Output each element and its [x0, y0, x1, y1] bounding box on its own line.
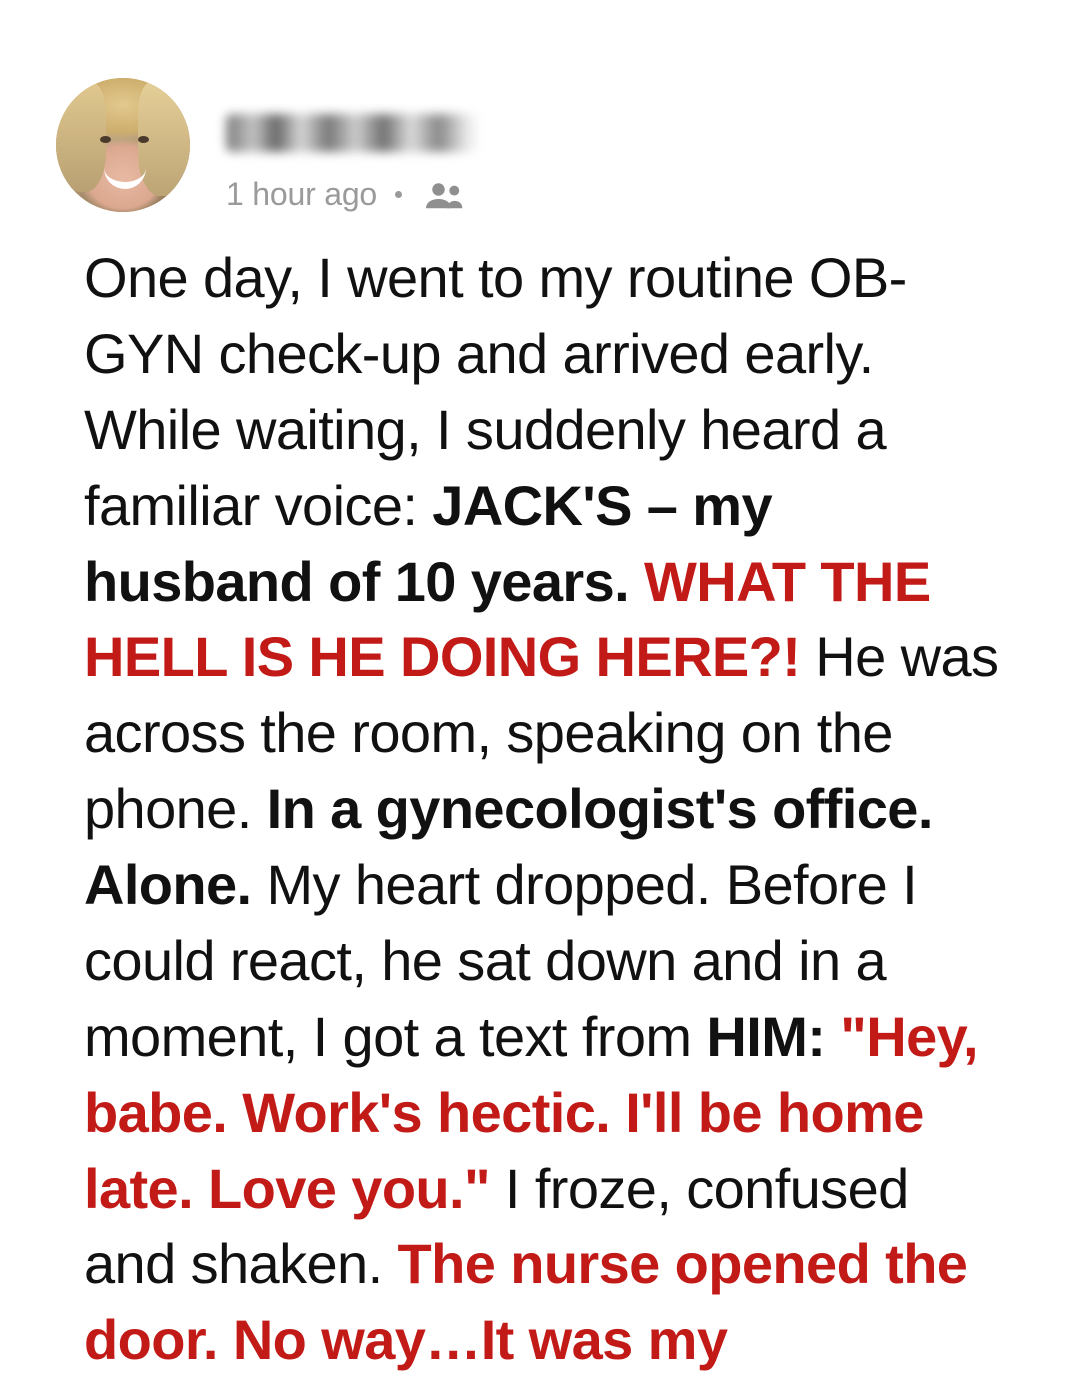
- avatar[interactable]: [56, 78, 190, 212]
- text-segment: JACK'S – my husband of 10 years.: [84, 473, 773, 613]
- post-meta: [226, 176, 466, 213]
- text-segment: The nurse opened the door. No way…It was my: [84, 1232, 968, 1372]
- friends-icon[interactable]: [422, 179, 466, 211]
- post-text: [84, 240, 1004, 1378]
- text-segment: "Hey, babe. Work's hectic. I'll be home late. Love you.": [84, 1004, 978, 1220]
- post-timestamp[interactable]: 1 hour ago: [226, 176, 378, 212]
- post-header: [56, 78, 1036, 238]
- text-segment: WHAT THE HELL IS HE DOING HERE?!: [84, 549, 931, 689]
- text-segment: My heart dropped. Before I could react, he sat down and in a moment, I got a text from: [84, 853, 918, 1068]
- avatar-eye-left: [100, 136, 111, 143]
- meta-separator-dot: [395, 191, 402, 198]
- text-segment: One day, I went to my routine OB-GYN check-up and arrived early. While waiting, I suddenly heard a familiar voice:: [84, 246, 907, 537]
- avatar-eye-right: [138, 136, 149, 143]
- text-segment: HIM:: [706, 1004, 841, 1068]
- text-segment: He was across the room, speaking on the phone.: [84, 625, 999, 841]
- avatar-hair-left: [56, 82, 106, 192]
- author-name-redacted[interactable]: [226, 114, 476, 152]
- text-segment: I froze, confused and shaken.: [84, 1156, 909, 1296]
- text-segment: In a gynecologist's office. Alone.: [84, 777, 933, 916]
